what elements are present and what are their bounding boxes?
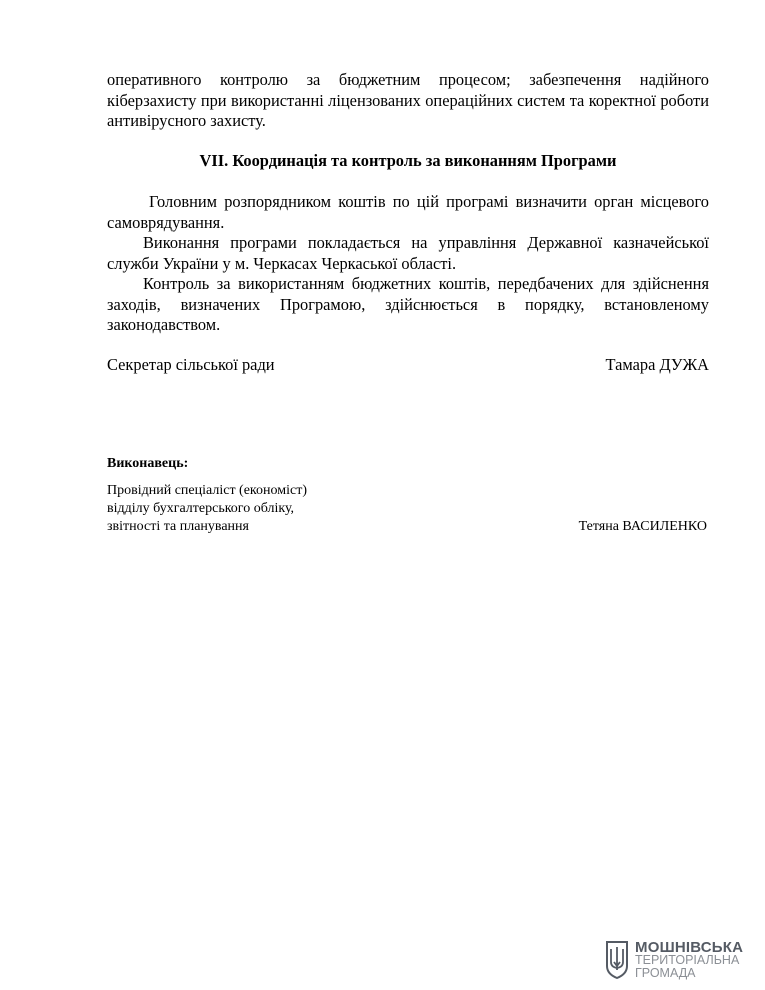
paragraph-main-manager: Головним розпорядником коштів по цій програмі визначити орган місцевого самоврядування.	[107, 192, 709, 232]
signature-row	[107, 355, 709, 376]
signature-name: Тамара ДУЖА	[605, 355, 709, 374]
logo-line-1: МОШНІВСЬКА	[635, 938, 744, 956]
paragraph-execution: Виконання програми покладається на управління Державної казначейської служби України у м. Черкасах Черкаської області.	[107, 233, 709, 273]
executor-block	[107, 482, 707, 536]
executor-line: Провідний спеціаліст (економіст)	[107, 483, 307, 498]
community-logo	[605, 938, 755, 982]
signature-position: Секретар сільської ради	[107, 355, 275, 374]
executor-line: звітності та планування	[107, 519, 249, 534]
paragraph-control: Контроль за використанням бюджетних коштів, передбачених для здійснення заходів, визначених Програмою, здійснюється в порядку, встановленому законодавством.	[107, 274, 709, 334]
executor-name: Тетяна ВАСИЛЕНКО	[578, 519, 707, 534]
section-heading: VII. Координація та контроль за виконанням Програми	[199, 151, 617, 170]
logo-text	[635, 938, 744, 980]
executor-line: відділу бухгалтерського обліку,	[107, 501, 295, 516]
logo-line-2: ТЕРИТОРІАЛЬНА	[635, 952, 740, 967]
intro-paragraph: оперативного контролю за бюджетним процесом; забезпечення надійного кіберзахисту при використанні ліцензованих операційних систем та коректної роботи антивірусного захисту.	[107, 70, 709, 130]
executor-label: Виконавець:	[107, 456, 189, 471]
logo-line-3: ГРОМАДА	[635, 965, 696, 980]
section-body	[107, 192, 709, 336]
trident-emblem-icon	[605, 940, 629, 980]
